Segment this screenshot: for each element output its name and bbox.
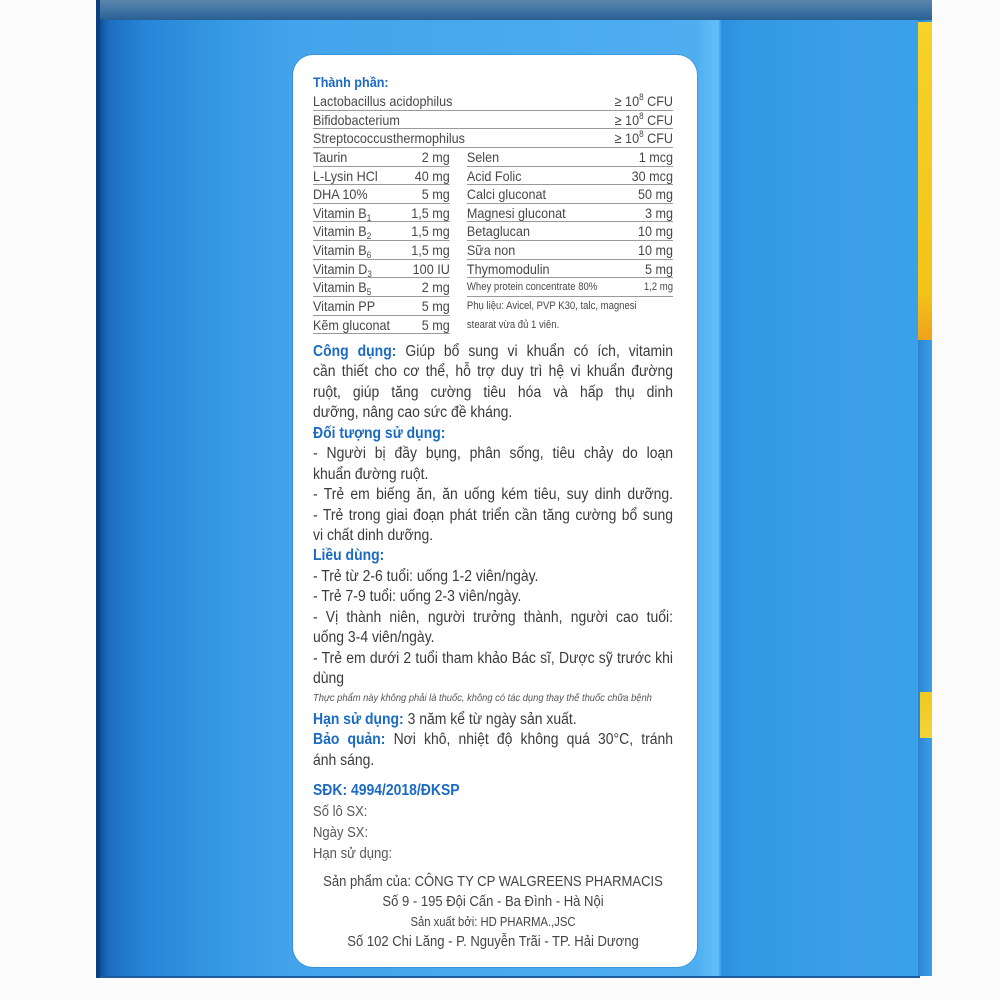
label-content — [313, 0, 673, 980]
ingredient-name: Sữa non — [466, 242, 516, 259]
dosage-line: - Trẻ từ 2-6 tuổi: uống 1-2 viên/ngày. — [313, 567, 539, 585]
ingredient-row — [313, 241, 450, 260]
ingredients-columns — [313, 148, 673, 334]
box-left-edge — [96, 0, 100, 978]
ingredient-row — [313, 185, 450, 204]
shelf-life-line: Hạn sử dụng: 3 năm kể từ ngày sản xuất. — [313, 710, 577, 728]
ingredient-amount: 5 mg — [644, 260, 673, 277]
ingredient-amount: 10 mg — [637, 223, 673, 240]
ingredient-row — [467, 278, 673, 297]
registration-number: SĐK: 4994/2018/ĐKSP — [313, 782, 460, 799]
ingredient-name: Bifidobacterium — [313, 111, 400, 128]
ingredient-name: Kẽm gluconat — [313, 316, 391, 333]
ingredient-name: Taurin — [313, 148, 348, 165]
section-label-dosage: Liều dùng: — [313, 547, 385, 565]
product-info-text — [313, 342, 673, 771]
ingredient-name: Acid Folic — [466, 167, 522, 184]
section-label-shelf-life: Hạn sử dụng: — [313, 710, 404, 728]
producer-line: Sản xuất bởi: HD PHARMA.,JSC — [410, 915, 576, 929]
ingredient-name: Magnesi gluconat — [466, 204, 566, 221]
ingredient-amount: ≥ $10^8$ CFU — [614, 110, 673, 128]
ingredient-name: Vitamin PP — [313, 298, 376, 315]
ingredient-name: Selen — [466, 148, 500, 165]
ingredient-amount: 2 mg — [421, 148, 450, 165]
target-line: vi chất dinh dưỡng. — [313, 526, 434, 544]
ingredient-amount: 40 mg — [414, 167, 450, 184]
section-label-uses: Công dụng: — [313, 343, 397, 360]
ingredient-amount: 1 mcg — [638, 148, 673, 165]
target-line: - Trẻ em biếng ăn, ăn uống kém tiêu, suy dinh dưỡng. — [313, 486, 673, 504]
target-line: khuẩn đường ruột. — [313, 465, 429, 483]
ingredient-row — [313, 316, 450, 335]
ingredient-name: Vitamin $B_5$ — [313, 279, 372, 298]
uses-line: cần thiết cho cơ thể, hỗ trợ duy trì hệ vi khuẩn đường — [313, 363, 673, 381]
probiotic-row — [313, 111, 673, 130]
uses-line: Công dụng: Giúp bổ sung vi khuẩn có ích, vitamin — [313, 343, 673, 360]
section-label-target: Đối tượng sử dụng: — [313, 424, 446, 442]
target-line: - Người bị đầy bụng, phân sống, tiêu chảy do loạn — [313, 445, 673, 463]
ingredient-amount: 1,5 mg — [411, 223, 450, 240]
ingredient-row — [313, 167, 450, 186]
ingredient-amount: 1,2 mg — [643, 281, 673, 294]
ingredient-amount: 1,5 mg — [411, 242, 450, 259]
ingredient-name: Vitamin $B_1$ — [313, 204, 372, 223]
producer-address: Số 102 Chi Lăng - P. Nguyễn Trãi - TP. Hải Dương — [347, 934, 639, 950]
ingredient-amount: 10 mg — [637, 242, 673, 259]
yellow-stripe-lower — [920, 692, 932, 738]
ingredient-name: Lactobacillus acidophilus — [313, 93, 453, 109]
ingredient-row — [467, 222, 673, 241]
manufacture-date-field: Ngày SX: — [313, 824, 369, 841]
storage-line: Bảo quản: Nơi khô, nhiệt độ không quá 30°C, tránh — [313, 731, 673, 749]
ingredient-amount: 50 mg — [637, 186, 673, 203]
ingredient-row — [313, 204, 450, 223]
ingredient-row — [467, 260, 673, 279]
ingredient-name: Vitamin $B_2$ — [313, 223, 372, 242]
manufacturer-info — [313, 872, 673, 952]
ingredient-row — [467, 204, 673, 223]
uses-line: ruột, giúp tăng cường tiêu hóa và hấp thụ dinh — [313, 383, 673, 401]
batch-fields — [313, 802, 673, 865]
ingredient-row — [313, 222, 450, 241]
dosage-line: - Vị thành niên, người trưởng thành, người cao tuổi: — [313, 608, 673, 626]
ingredient-row — [467, 148, 673, 167]
ingredient-amount: ≥ $10^8$ CFU — [614, 92, 673, 109]
ingredients-table — [313, 73, 673, 334]
uses-line: dưỡng, nâng cao sức đề kháng. — [313, 404, 513, 422]
ingredient-name: Whey protein concentrate 80% — [466, 281, 598, 294]
ingredient-row — [467, 185, 673, 204]
ingredients-title: Thành phần: — [313, 74, 389, 90]
ingredient-name: Thymomodulin — [466, 260, 550, 277]
section-label-storage: Bảo quản: — [313, 731, 386, 749]
ingredient-amount: 100 IU — [412, 260, 450, 277]
ingredient-name: Streptococcusthermophilus — [313, 130, 465, 147]
ingredient-row — [313, 148, 450, 167]
ingredient-name: Betaglucan — [466, 223, 530, 240]
ingredient-amount: 5 mg — [421, 316, 450, 333]
probiotic-row — [313, 92, 673, 111]
ingredient-row — [313, 297, 450, 316]
ingredient-amount: 2 mg — [421, 279, 450, 296]
owner-address: Số 9 - 195 Đội Cấn - Ba Đình - Hà Nội — [382, 894, 604, 910]
ingredient-amount: 1,5 mg — [411, 204, 450, 221]
dosage-line: dùng — [313, 670, 345, 687]
ingredient-amount: ≥ $10^8$ CFU — [614, 129, 673, 147]
ingredient-name: Vitamin $D_3$ — [313, 260, 372, 279]
storage-line: ánh sáng. — [313, 751, 375, 769]
excipients-note: stearat vừa đủ 1 viên. — [466, 318, 560, 331]
yellow-stripe — [918, 22, 932, 340]
dosage-line: uống 3-4 viên/ngày. — [313, 629, 435, 647]
ingredient-name: Vitamin $B_6$ — [313, 242, 372, 261]
batch-number-field: Số lô SX: — [313, 803, 368, 820]
ingredient-amount: 3 mg — [644, 204, 673, 221]
ingredient-row — [467, 167, 673, 186]
expiry-date-field: Hạn sử dụng: — [313, 845, 393, 862]
ingredient-amount: 30 mcg — [631, 167, 673, 184]
owner-line: Sản phẩm của: CÔNG TY CP WALGREENS PHARMACIS — [323, 874, 663, 890]
ingredients-left-column — [313, 148, 450, 334]
dosage-line: - Trẻ 7-9 tuổi: uống 2-3 viên/ngày. — [313, 588, 522, 606]
ingredients-right-column — [467, 148, 673, 334]
ingredient-amount: 5 mg — [421, 298, 450, 315]
ingredient-name: Calci gluconat — [466, 186, 547, 203]
excipients-note: Phụ liệu: Avicel, PVP K30, talc, magnesi — [466, 300, 637, 313]
ingredient-amount: 5 mg — [421, 186, 450, 203]
disclaimer: Thực phẩm này không phải là thuốc, không có tác dụng thay thế thuốc chữa bệnh — [313, 693, 652, 705]
target-line: - Trẻ trong giai đoạn phát triển cần tăng cường bổ sung — [313, 506, 673, 524]
ingredient-row — [313, 278, 450, 297]
ingredient-row — [313, 260, 450, 279]
ingredient-row — [467, 241, 673, 260]
probiotic-row — [313, 129, 673, 148]
ingredient-name: L-Lysin HCl — [313, 167, 378, 184]
ingredient-name: DHA 10% — [313, 186, 368, 203]
dosage-line: - Trẻ em dưới 2 tuổi tham khảo Bác sĩ, Dược sỹ trước khi — [313, 649, 673, 667]
